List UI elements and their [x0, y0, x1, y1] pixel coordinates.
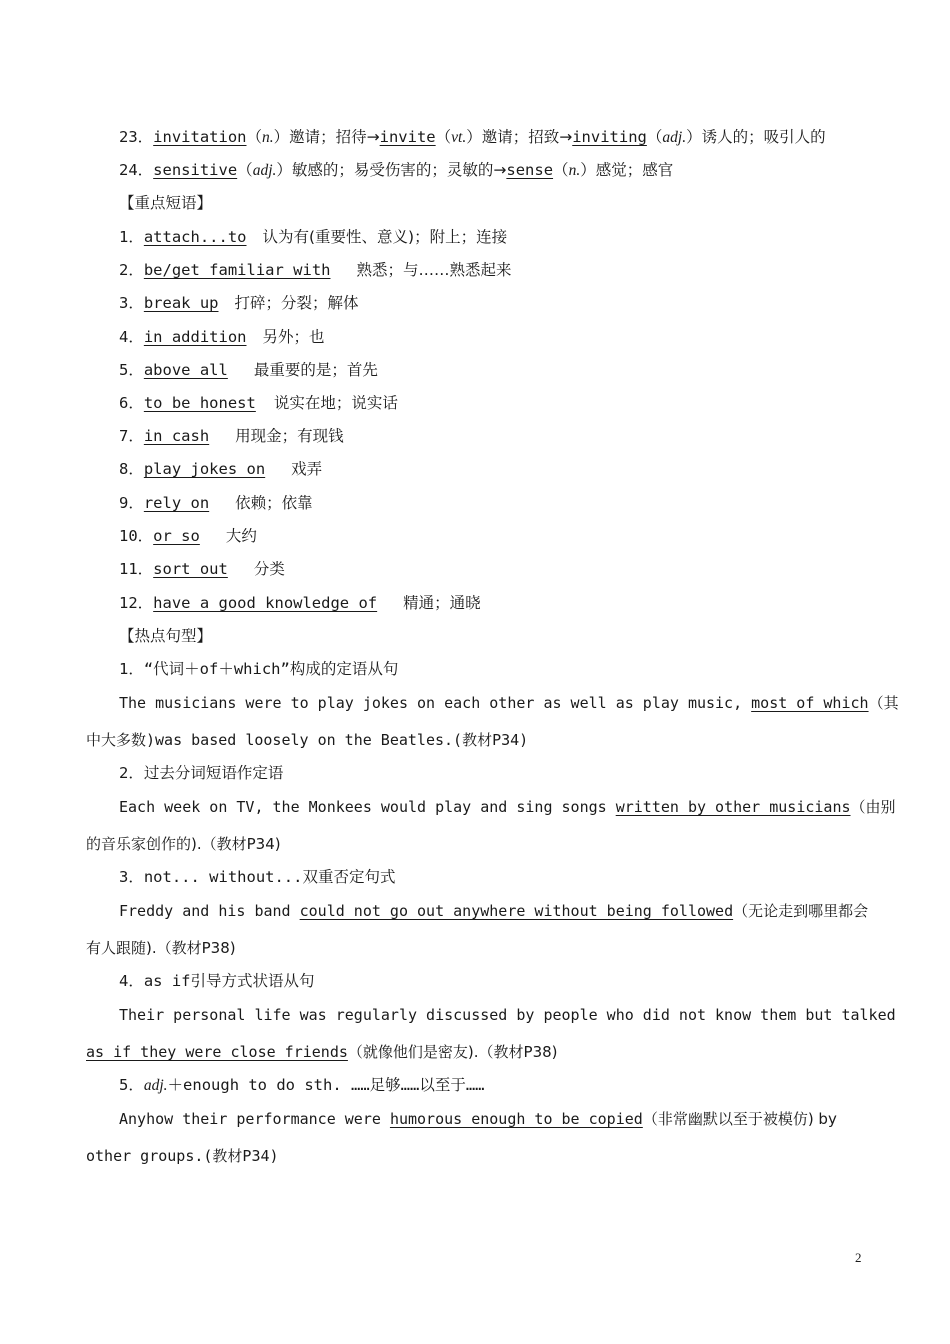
phrase-text: be/get familiar with	[143, 261, 331, 279]
section-heading: 【重点短语】	[119, 194, 213, 212]
phrase-item	[119, 293, 359, 313]
phrase-meaning: 最重要的是；首先	[253, 361, 378, 379]
sentence-example-cont: as if they were close friends（就像他们是密友).（教材P38)	[86, 1043, 558, 1061]
phrase-text: to be honest	[143, 394, 256, 412]
phrase-meaning: 分类	[253, 560, 285, 578]
phrase-text: above all	[143, 361, 228, 379]
phrase-meaning: 戏弄	[291, 460, 323, 478]
phrase-item	[119, 227, 507, 247]
phrase-number: 6．	[119, 394, 144, 412]
phrase-text: sort out	[153, 560, 228, 578]
phrase-meaning: 熟悉；与……熟悉起来	[356, 261, 512, 279]
phrase-item	[119, 459, 322, 479]
sentence-example-cont: 有人跟随).（教材P38)	[86, 939, 236, 957]
sentence-title: 5．adj.＋enough to do sth. ……足够……以至于……	[119, 1076, 485, 1094]
vocab-pos: adj.	[252, 162, 277, 179]
sentence-example: The musicians were to play jokes on each other as well as play music, most of which（其	[119, 694, 899, 712]
sentence-title: 1．“代词＋of＋which”构成的定语从句	[119, 660, 399, 678]
phrase-text: attach...to	[143, 228, 247, 246]
phrase-item	[119, 393, 398, 413]
phrase-meaning: 打碎；分裂；解体	[234, 294, 359, 312]
vocab-related-word: sense	[506, 161, 554, 179]
phrase-item	[119, 526, 257, 546]
phrase-meaning: 依赖；依靠	[235, 494, 313, 512]
vocab-meaning: ）邀请；招待→	[273, 128, 380, 146]
vocab-pos: adj.	[662, 129, 687, 146]
phrase-number: 2．	[119, 261, 144, 279]
vocab-number: 23．	[119, 128, 154, 146]
phrase-meaning: 用现金；有现钱	[235, 427, 344, 445]
vocab-pos: vt.	[451, 129, 467, 146]
phrase-number: 5．	[119, 361, 144, 379]
sentence-example-cont: 的音乐家创作的).（教材P34)	[86, 835, 281, 853]
phrase-number: 9．	[119, 494, 144, 512]
phrase-text: in cash	[143, 427, 210, 445]
vocab-meaning: ）邀请；招致→	[466, 128, 573, 146]
phrase-item	[119, 260, 512, 280]
section-heading: 【热点句型】	[119, 627, 213, 645]
phrase-number: 8．	[119, 460, 144, 478]
vocab-item: 23．invitation（n.）邀请；招待→invite（vt.）邀请；招致→inviting（adj.）诱人的；吸引人的	[119, 128, 826, 146]
vocab-related-word: invite	[379, 128, 436, 146]
vocab-meaning: ）感觉；感官	[580, 161, 674, 179]
sentence-title: 2．过去分词短语作定语	[119, 764, 284, 782]
phrase-text: or so	[153, 527, 200, 545]
phrase-text: play jokes on	[143, 460, 266, 478]
phrase-meaning: 认为有(重要性、意义)；附上；连接	[262, 228, 508, 246]
sentence-example: Their personal life was regularly discussed by people who did not know them but talked	[119, 1006, 896, 1024]
phrase-number: 4．	[119, 328, 144, 346]
phrase-meaning: 大约	[225, 527, 257, 545]
phrase-meaning: 精通；通晓	[403, 594, 481, 612]
phrase-text: rely on	[143, 494, 210, 512]
phrase-meaning: 说实在地；说实话	[273, 394, 398, 412]
page-number: 2	[855, 1250, 862, 1265]
phrase-number: 3．	[119, 294, 144, 312]
vocab-number: 24．	[119, 161, 154, 179]
vocab-pos: n.	[262, 129, 274, 146]
sentence-title: 4．as if引导方式状语从句	[119, 972, 315, 990]
phrase-meaning: 另外；也	[262, 328, 325, 346]
phrase-number: 1．	[119, 228, 144, 246]
sentence-example: Each week on TV, the Monkees would play and sing songs written by other musicians（由别	[119, 798, 896, 816]
phrase-text: in addition	[143, 328, 247, 346]
phrase-number: 10．	[119, 527, 154, 545]
sentence-example: Freddy and his band could not go out anywhere without being followed（无论走到哪里都会	[119, 902, 869, 920]
sentence-example-cont: other groups.(教材P34)	[86, 1147, 279, 1165]
sentence-example-cont: 中大多数)was based loosely on the Beatles.(教材P34)	[86, 731, 529, 749]
phrase-text: have a good knowledge of	[153, 594, 378, 612]
sentence-title: 3．not... without...双重否定句式	[119, 868, 396, 886]
phrase-item	[119, 593, 481, 613]
phrase-text: break up	[143, 294, 219, 312]
phrase-item	[119, 360, 378, 380]
phrase-number: 11．	[119, 560, 154, 578]
vocab-word: sensitive	[153, 161, 238, 179]
vocab-meaning: ）诱人的；吸引人的	[686, 128, 826, 146]
sentence-example: Anyhow their performance were humorous enough to be copied（非常幽默以至于被模仿) by	[119, 1110, 837, 1128]
phrase-item	[119, 559, 285, 579]
vocab-related-word: inviting	[572, 128, 647, 146]
phrase-number: 12．	[119, 594, 154, 612]
phrase-item	[119, 493, 313, 513]
phrase-number: 7．	[119, 427, 144, 445]
phrase-item	[119, 426, 344, 446]
vocab-meaning: ）敏感的；易受伤害的；灵敏的→	[276, 161, 507, 179]
phrase-item	[119, 327, 325, 347]
vocab-pos: n.	[568, 162, 581, 179]
vocab-item: 24．sensitive（adj.）敏感的；易受伤害的；灵敏的→sense（n.）感觉；感官	[119, 161, 674, 179]
vocab-word: invitation	[153, 128, 247, 146]
